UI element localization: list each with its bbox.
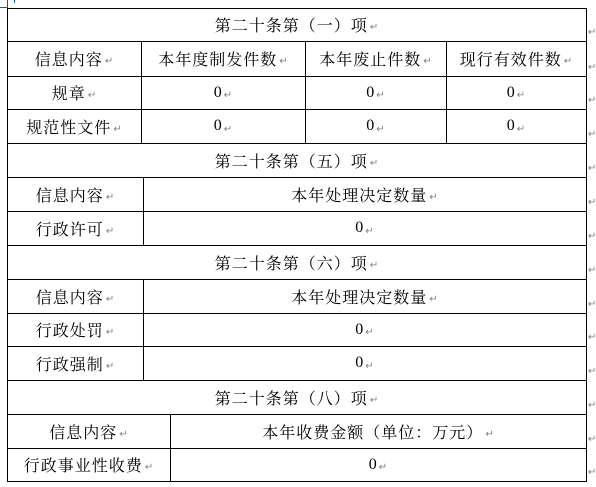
paragraph-mark: ↵ <box>516 90 526 101</box>
value-cell-text: 0 <box>355 320 364 338</box>
row-end-mark: ↵ <box>588 366 596 377</box>
table-rule <box>7 481 586 482</box>
page-corner-mark <box>0 0 8 8</box>
paragraph-mark: ↵ <box>516 123 526 135</box>
column-header-text: 现行有效件数 <box>459 50 562 69</box>
row-end-mark: ↵ <box>588 231 596 242</box>
value-cell <box>141 76 305 109</box>
paragraph-mark: ↵ <box>369 22 379 33</box>
column-header-text: 本年收费金额（单位：万元） <box>262 422 484 442</box>
row-label <box>7 211 143 245</box>
value-cell <box>170 448 586 481</box>
table-rule <box>586 76 587 110</box>
value-cell-text: 0 <box>506 117 515 134</box>
value-cell <box>446 76 586 109</box>
paragraph-mark: ↵ <box>279 56 288 67</box>
table-rule <box>586 143 587 178</box>
section-heading-text: 第二十条第（五）项 <box>214 151 368 171</box>
column-header <box>7 279 143 313</box>
section-heading <box>7 143 586 177</box>
row-end-mark: ↵ <box>588 197 596 208</box>
row-label-text: 行政强制 <box>35 354 104 374</box>
row-end-mark: ↵ <box>588 62 596 73</box>
paragraph-mark: ↵ <box>369 259 379 271</box>
row-end-mark: ↵ <box>588 95 596 106</box>
paragraph-mark: ↵ <box>563 56 573 67</box>
paragraph-mark: ↵ <box>144 462 154 473</box>
paragraph-mark: ↵ <box>105 360 115 372</box>
column-header-text: 信息内容 <box>34 50 103 69</box>
section-heading-text: 第二十条第（一）项 <box>214 16 368 35</box>
value-cell-text: 0 <box>366 83 375 101</box>
row-end-mark: ↵ <box>588 467 596 478</box>
value-cell-text: 0 <box>213 117 222 134</box>
paragraph-mark: ↵ <box>105 293 115 305</box>
paragraph-mark: ↵ <box>429 293 438 305</box>
column-header <box>141 41 305 76</box>
value-cell <box>143 313 586 346</box>
value-cell-text: 0 <box>366 117 375 134</box>
value-cell-text: 0 <box>355 354 364 371</box>
page-corner-tick <box>14 0 15 3</box>
section-heading <box>7 8 586 41</box>
paragraph-mark: ↵ <box>485 428 494 440</box>
row-end-mark: ↵ <box>588 434 596 445</box>
section-heading-text: 第二十条第（八）项 <box>214 388 368 408</box>
paragraph-mark: ↵ <box>378 462 388 473</box>
paragraph-mark: ↵ <box>423 56 432 67</box>
paragraph-mark: ↵ <box>223 123 233 135</box>
value-cell-text: 0 <box>355 219 364 236</box>
table-rule <box>586 245 587 280</box>
paragraph-mark: ↵ <box>113 123 122 135</box>
column-header-text: 本年度制发件数 <box>158 50 278 69</box>
column-header <box>446 41 586 76</box>
paragraph-mark: ↵ <box>376 90 385 101</box>
row-end-mark: ↵ <box>588 163 596 174</box>
column-header <box>305 41 446 76</box>
paragraph-mark: ↵ <box>365 225 374 237</box>
row-label <box>7 313 143 346</box>
row-end-mark: ↵ <box>588 129 596 140</box>
column-header-text: 信息内容 <box>35 185 104 205</box>
value-cell <box>446 109 586 143</box>
value-cell-text: 0 <box>368 455 377 473</box>
column-header-text: 本年处理决定数量 <box>291 287 428 307</box>
table-rule <box>586 109 587 144</box>
row-end-mark: ↵ <box>588 400 596 411</box>
table-rule <box>586 211 587 246</box>
value-cell <box>143 346 586 380</box>
value-cell-text: 0 <box>506 83 515 101</box>
column-header <box>7 414 170 448</box>
column-header <box>170 414 586 448</box>
column-header <box>143 279 586 313</box>
row-label-text: 行政许可 <box>35 219 104 239</box>
paragraph-mark: ↵ <box>105 327 115 338</box>
row-end-mark: ↵ <box>588 332 596 343</box>
paragraph-mark: ↵ <box>365 327 374 338</box>
row-label <box>7 448 170 481</box>
table-rule <box>586 346 587 381</box>
column-header-text: 本年废止件数 <box>319 50 422 69</box>
row-label <box>7 76 141 109</box>
table-rule <box>586 448 587 482</box>
paragraph-mark: ↵ <box>376 123 385 135</box>
row-end-mark: ↵ <box>588 27 596 38</box>
row-label-text: 行政处罚 <box>35 321 104 340</box>
section-heading <box>7 245 586 279</box>
table-rule <box>586 177 587 212</box>
column-header <box>7 41 141 76</box>
section-heading <box>7 380 586 414</box>
row-label-text: 行政事业性收费 <box>23 456 143 475</box>
paragraph-mark: ↵ <box>429 191 438 203</box>
column-header-text: 信息内容 <box>35 287 104 307</box>
column-header-text: 本年处理决定数量 <box>291 185 428 205</box>
paragraph-mark: ↵ <box>104 56 114 67</box>
paragraph-mark: ↵ <box>105 191 115 203</box>
value-cell <box>143 211 586 245</box>
paragraph-mark: ↵ <box>105 225 115 237</box>
row-label <box>7 109 141 143</box>
value-cell-text: 0 <box>213 83 222 101</box>
row-end-mark: ↵ <box>588 299 596 310</box>
row-end-mark: ↵ <box>588 265 596 276</box>
column-header-text: 信息内容 <box>49 422 118 442</box>
row-label <box>7 346 143 380</box>
table-rule <box>586 380 587 415</box>
paragraph-mark: ↵ <box>365 360 374 372</box>
table-rule <box>586 8 587 42</box>
paragraph-mark: ↵ <box>369 394 379 406</box>
table-rule <box>586 279 587 314</box>
column-header <box>7 177 143 211</box>
paragraph-mark: ↵ <box>119 428 128 440</box>
paragraph-mark: ↵ <box>87 90 97 101</box>
table-rule <box>586 414 587 449</box>
value-cell <box>305 76 446 109</box>
value-cell <box>141 109 305 143</box>
table-rule <box>586 313 587 347</box>
paragraph-mark: ↵ <box>369 157 379 169</box>
value-cell <box>305 109 446 143</box>
row-label-text: 规范性文件 <box>26 117 112 137</box>
paragraph-mark: ↵ <box>223 90 233 101</box>
column-header <box>143 177 586 211</box>
section-heading-text: 第二十条第（六）项 <box>214 253 368 273</box>
table-rule <box>586 41 587 77</box>
row-label-text: 规章 <box>51 84 86 103</box>
